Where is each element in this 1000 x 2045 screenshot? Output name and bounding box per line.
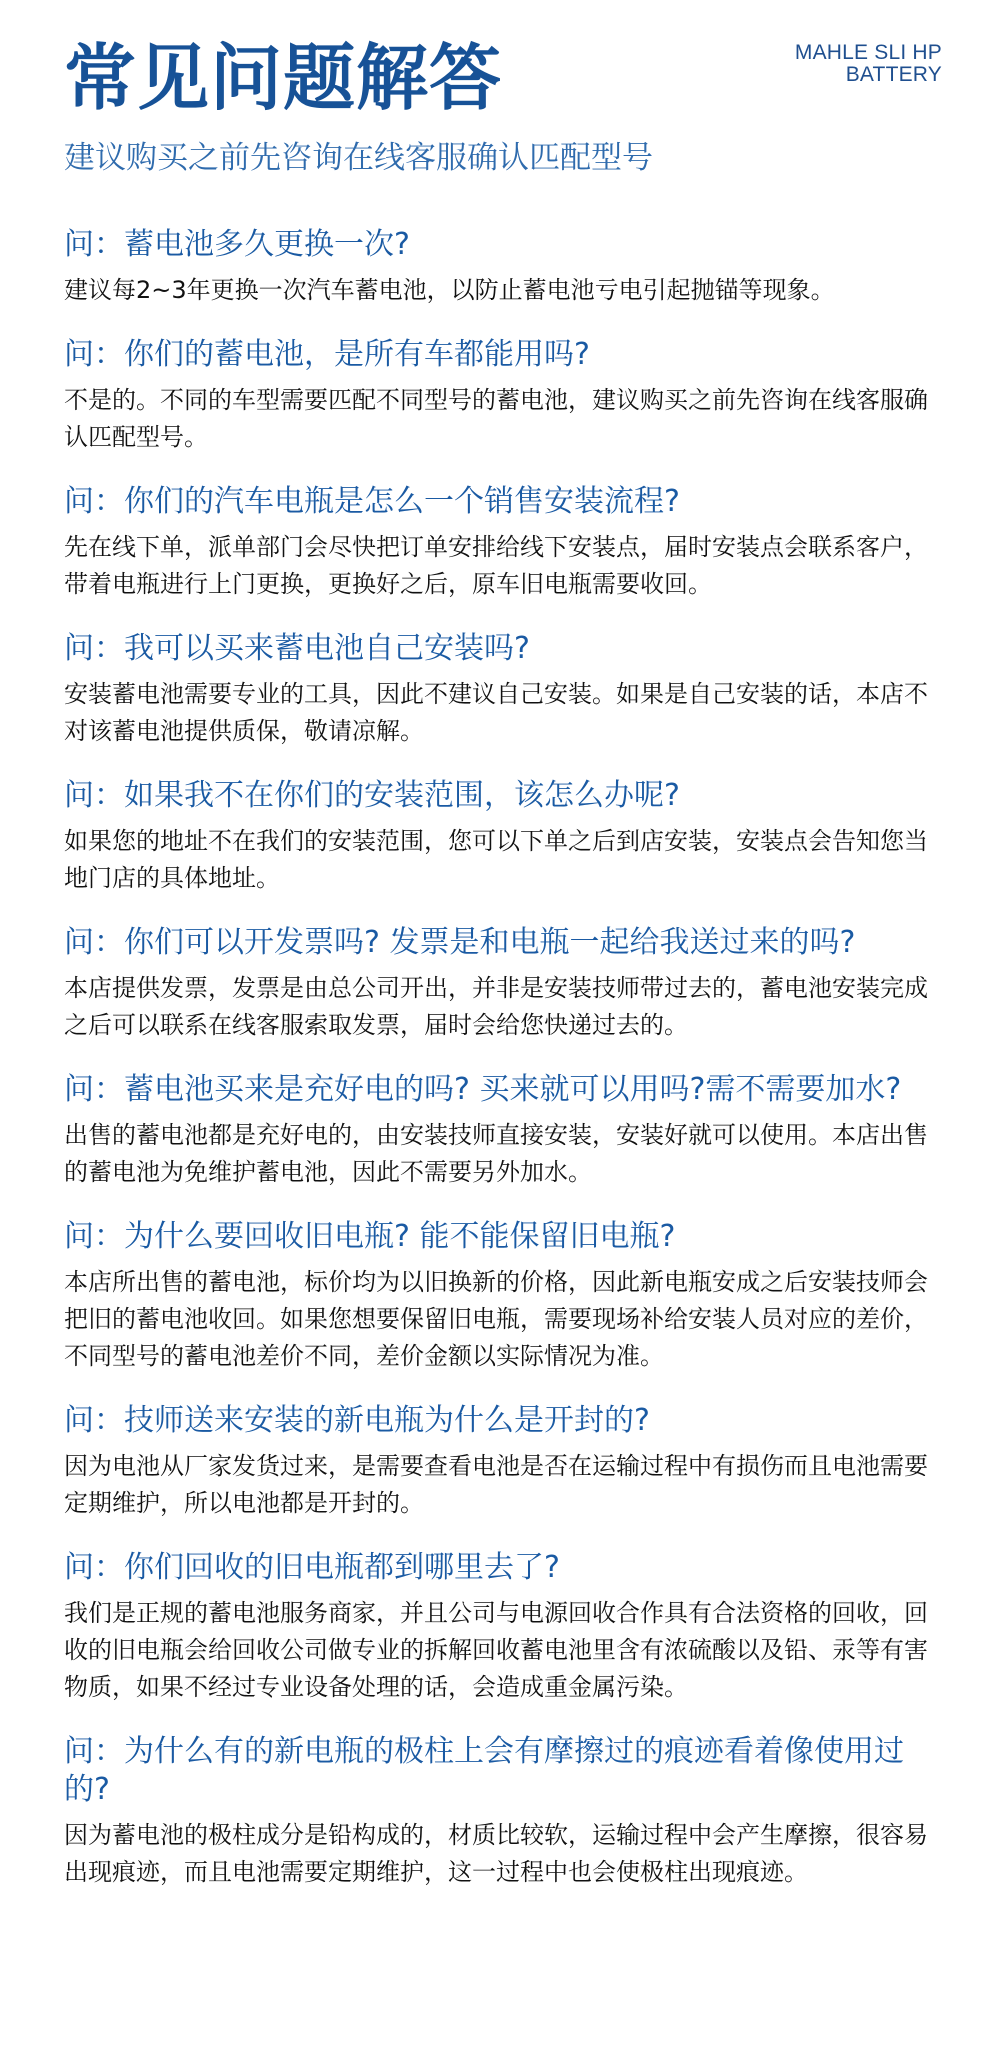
- faq-question: 问：你们回收的旧电瓶都到哪里去了?: [64, 1550, 560, 1585]
- faq-answer: 建议每2~3年更换一次汽车蓄电池，以防止蓄电池亏电引起抛锚等现象。: [64, 276, 835, 304]
- faq-question: 问：你们的汽车电瓶是怎么一个销售安装流程?: [64, 484, 680, 519]
- faq-question: 问：你们的蓄电池，是所有车都能用吗?: [64, 337, 590, 372]
- faq-item: [64, 630, 938, 750]
- faq-item: [64, 483, 938, 603]
- faq-item: [64, 1402, 938, 1522]
- faq-question: 问：蓄电池买来是充好电的吗? 买来就可以用吗?需不需要加水?: [64, 1072, 902, 1107]
- faq-item: [64, 1071, 938, 1191]
- faq-question: 问：为什么要回收旧电瓶? 能不能保留旧电瓶?: [64, 1219, 676, 1254]
- faq-question: 问：我可以买来蓄电池自己安装吗?: [64, 631, 530, 666]
- page-title: 常见问题解答: [64, 36, 503, 120]
- faq-answer: 本店提供发票，发票是由总公司开出，并非是安装技师带过去的，蓄电池安装完成之后可以联系在线客服索取发票，届时会给您快递过去的。: [64, 974, 928, 1039]
- page-subtitle: 建议购买之前先咨询在线客服确认匹配型号: [64, 140, 653, 176]
- faq-answer: 我们是正规的蓄电池服务商家，并且公司与电源回收合作具有合法资格的回收，回收的旧电瓶会给回收公司做专业的拆解回收蓄电池里含有浓硫酸以及铅、汞等有害物质，如果不经过专业设备处理的话，会造成重金属污染。: [64, 1599, 928, 1701]
- faq-answer: 本店所出售的蓄电池，标价均为以旧换新的价格，因此新电瓶安成之后安装技师会把旧的蓄电池收回。如果您想要保留旧电瓶，需要现场补给安装人员对应的差价，不同型号的蓄电池差价不同，差价金额以实际情况为准。: [64, 1268, 928, 1370]
- faq-item: [64, 924, 938, 1044]
- brand-logo-text: [795, 42, 942, 86]
- faq-item: [64, 777, 938, 897]
- faq-list: [64, 226, 938, 1891]
- faq-item: [64, 1218, 938, 1375]
- faq-answer: 出售的蓄电池都是充好电的，由安装技师直接安装，安装好就可以使用。本店出售的蓄电池为免维护蓄电池，因此不需要另外加水。: [64, 1121, 928, 1186]
- faq-answer: 因为电池从厂家发货过来，是需要查看电池是否在运输过程中有损伤而且电池需要定期维护，所以电池都是开封的。: [64, 1452, 928, 1517]
- faq-answer: 因为蓄电池的极柱成分是铅构成的，材质比较软，运输过程中会产生摩擦，很容易出现痕迹，而且电池需要定期维护，这一过程中也会使极柱出现痕迹。: [64, 1821, 928, 1886]
- faq-question: 问：蓄电池多久更换一次?: [64, 227, 410, 262]
- faq-question: 问：如果我不在你们的安装范围，该怎么办呢?: [64, 778, 680, 813]
- faq-item: [64, 1549, 938, 1706]
- faq-answer: 如果您的地址不在我们的安装范围，您可以下单之后到店安装，安装点会告知您当地门店的具体地址。: [64, 827, 928, 892]
- brand-line-1: MAHLE SLI HP: [794, 41, 942, 64]
- faq-answer: 不是的。不同的车型需要匹配不同型号的蓄电池，建议购买之前先咨询在线客服确认匹配型号。: [64, 386, 928, 451]
- faq-answer: 先在线下单，派单部门会尽快把订单安排给线下安装点，届时安装点会联系客户，带着电瓶进行上门更换，更换好之后，原车旧电瓶需要收回。: [64, 533, 928, 598]
- brand-line-2: BATTERY: [845, 63, 942, 86]
- faq-item: [64, 336, 938, 456]
- faq-item: [64, 1733, 938, 1891]
- faq-item: [64, 226, 938, 309]
- faq-answer: 安装蓄电池需要专业的工具，因此不建议自己安装。如果是自己安装的话，本店不对该蓄电池提供质保，敬请凉解。: [64, 680, 928, 745]
- faq-question: 问：为什么有的新电瓶的极柱上会有摩擦过的痕迹看着像使用过的?: [64, 1734, 904, 1807]
- faq-question: 问：你们可以开发票吗? 发票是和电瓶一起给我送过来的吗?: [64, 925, 856, 960]
- faq-question: 问：技师送来安装的新电瓶为什么是开封的?: [64, 1403, 650, 1438]
